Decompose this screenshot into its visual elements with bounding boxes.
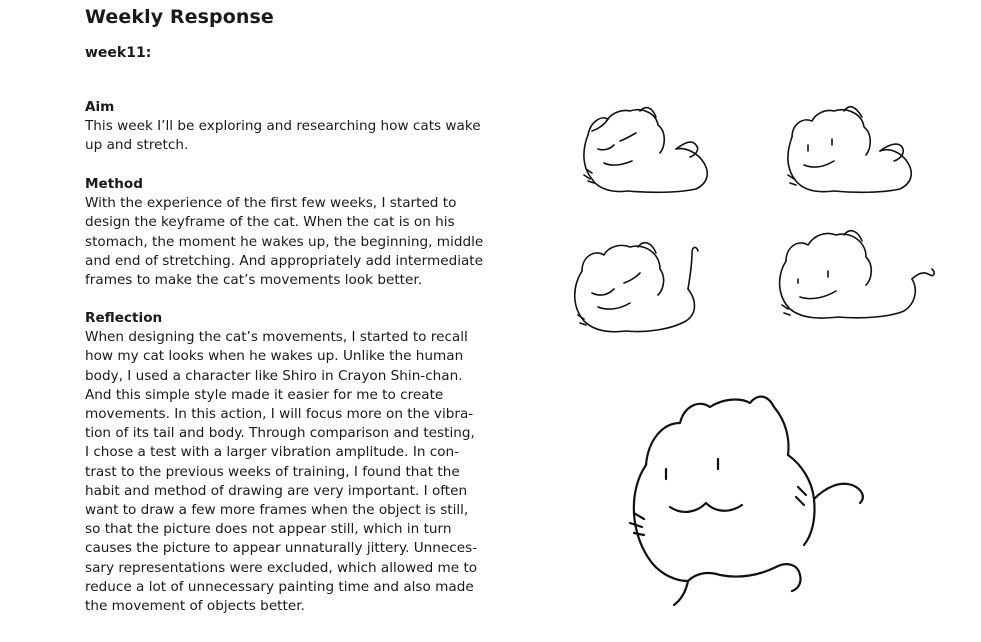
reflection-line: tion of its tail and body. Through comparison and testing, [85,425,475,442]
reflection-heading: Reflection [85,310,163,326]
cat-frame-stretch-end [780,231,935,318]
reflection-line: When designing the cat’s movements, I started to recall [85,329,468,346]
cat-frame-standing [630,397,863,605]
week-label: week11: [85,45,152,61]
aim-heading: Aim [85,99,115,115]
method-heading: Method [85,176,143,192]
reflection-line: the movement of objects better. [85,598,305,615]
reflection-line: And this simple style made it easier for me to create [85,386,444,403]
page-title: Weekly Response [85,6,274,28]
cat-sketches-svg [540,95,960,615]
reflection-line: I chose a test with a larger vibration amplitude. In con- [85,444,460,461]
reflection-line: how my cat looks when he wakes up. Unlike the human [85,348,464,365]
aim-body: This week I’ll be exploring and researching how cats wake up and stretch. [85,118,481,154]
method-body: With the experience of the first few weeks, I started to design the keyframe of the cat. When the cat is on his stomach, the moment he wakes up, the beginning, middle and end of stretching. And appropriately add intermediate frames to make the cat’s movements look better. [85,195,484,289]
cat-frame-waking-up [788,107,911,193]
reflection-line: habit and method of drawing are very important. I often [85,482,468,499]
reflection-line: trast to the previous weeks of training, I found that the [85,463,460,480]
reflection-section [85,309,495,616]
reflection-line: causes the picture to appear unnaturally jittery. Unneces- [85,540,478,557]
cat-frame-stretch-begin [575,243,698,332]
reflection-line: movements. In this action, I will focus more on the vibra- [85,406,474,423]
reflection-line: sary representations were excluded, which allowed me to [85,559,478,576]
reflection-line: want to draw a few more frames when the object is still, [85,502,469,519]
reflection-line: body, I used a character like Shiro in Crayon Shin-chan. [85,367,463,384]
cat-sketches [540,95,960,615]
reflection-line: reduce a lot of unnecessary painting time and also made [85,578,474,595]
aim-section [85,98,495,156]
cat-frame-lying-asleep [584,108,707,193]
reflection-line: so that the picture does not appear still, which in turn [85,521,452,538]
method-section [85,175,495,290]
